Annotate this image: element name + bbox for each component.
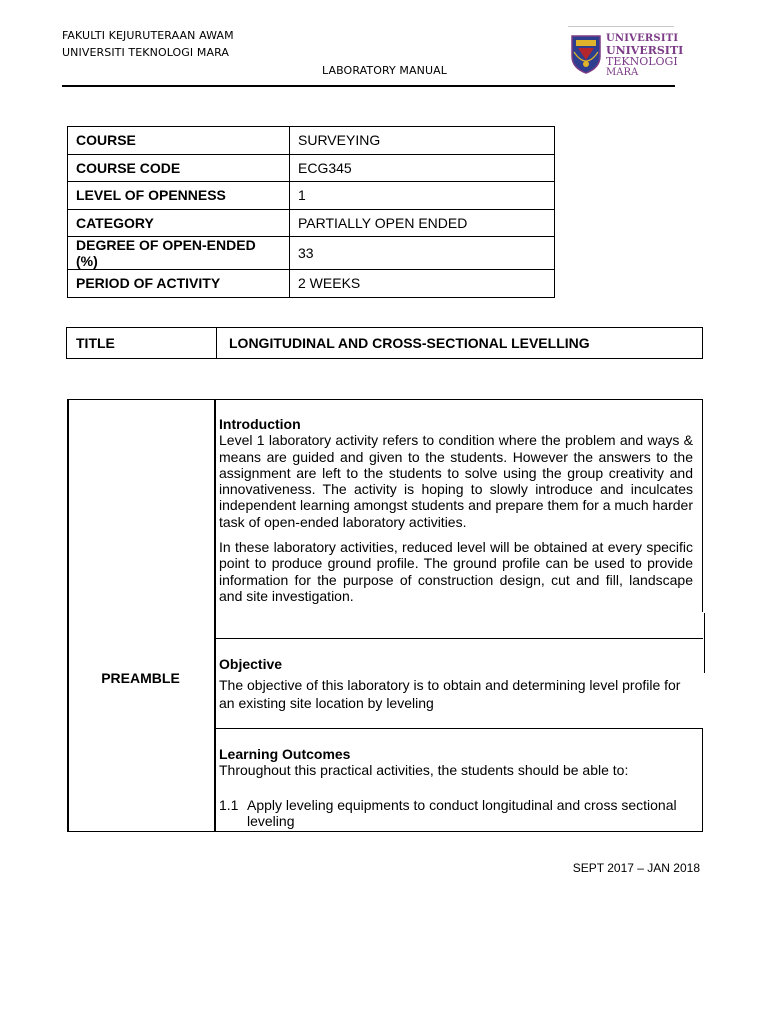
document-type: LABORATORY MANUAL [322, 64, 447, 77]
field-label: DEGREE OF OPEN-ENDED (%) [68, 237, 290, 270]
table-border [702, 728, 703, 832]
table-row [68, 127, 555, 155]
logo-word: UNIVERSITI [606, 33, 679, 44]
objective-text: The objective of this laboratory is to obtain and determining level profile for an existing site location by leveling [219, 677, 681, 712]
field-label: COURSE CODE [68, 154, 290, 182]
table-row [68, 209, 555, 237]
field-value: 33 [290, 237, 555, 270]
course-info-table [67, 126, 555, 298]
field-label: COURSE [68, 127, 290, 155]
table-border [67, 399, 703, 400]
table-border [702, 399, 703, 612]
lab-title: LONGITUDINAL AND CROSS-SECTIONAL LEVELLING [217, 328, 703, 359]
field-value: PARTIALLY OPEN ENDED [290, 209, 555, 237]
title-label: TITLE [67, 328, 217, 359]
preamble-label: PREAMBLE [101, 670, 180, 686]
preamble-table [67, 399, 703, 832]
learning-outcomes-section [219, 746, 693, 829]
table-row [68, 154, 555, 182]
introduction-paragraph: In these laboratory activities, reduced level will be obtained at every specific point to produce ground profile. The ground profile can be used to provide information for the purpose of construction design, cut and fill, landscape and site investigation. [219, 539, 693, 604]
table-row [67, 328, 703, 359]
field-label: CATEGORY [68, 209, 290, 237]
list-item [219, 797, 693, 830]
objective-heading: Objective [219, 656, 283, 672]
learning-outcomes-intro: Throughout this practical activities, the students should be able to: [219, 762, 629, 779]
table-row [68, 237, 555, 270]
logo-word: TEKNOLOGI [606, 55, 678, 68]
crest-icon [570, 34, 602, 74]
learning-outcomes-heading: Learning Outcomes [219, 746, 351, 762]
semester-footer: SEPT 2017 – JAN 2018 [572, 861, 700, 875]
field-label: LEVEL OF OPENNESS [68, 182, 290, 210]
table-row [68, 182, 555, 210]
logo-word: UNIVERSITI [606, 44, 684, 57]
table-border [67, 399, 69, 832]
uitm-logo [568, 26, 684, 78]
row-divider [215, 728, 703, 729]
university-name: UNIVERSITI TEKNOLOGI MARA [62, 46, 229, 59]
item-text: Apply leveling equipments to conduct longitudinal and cross sectional leveling [247, 796, 677, 829]
title-table [66, 327, 703, 359]
field-value: 2 WEEKS [290, 270, 555, 298]
item-number: 1.1 [219, 796, 239, 813]
header-rule [62, 85, 675, 87]
introduction-paragraph: Level 1 laboratory activity refers to condition where the problem and ways & means are guided and given to the students. However the answers to the assignment are left to the students to solve using the group creativity and innovativeness. The activity is hoping to slowly introduce and inculcates independent learning amongst students and prepare them for a much harder task of open-ended laboratory activities. [219, 432, 693, 530]
field-value: SURVEYING [290, 127, 555, 155]
table-border [214, 399, 216, 832]
logo-rule [568, 26, 674, 27]
table-border [67, 831, 703, 832]
row-divider [215, 638, 703, 639]
logo-word: MARA [606, 67, 639, 78]
objective-section [219, 656, 693, 712]
introduction-heading: Introduction [219, 416, 301, 432]
field-label: PERIOD OF ACTIVITY [68, 270, 290, 298]
table-row [68, 270, 555, 298]
field-value: 1 [290, 182, 555, 210]
introduction-section [219, 416, 693, 604]
field-value: ECG345 [290, 154, 555, 182]
table-border [704, 613, 705, 673]
faculty-name: FAKULTI KEJURUTERAAN AWAM [62, 29, 234, 42]
